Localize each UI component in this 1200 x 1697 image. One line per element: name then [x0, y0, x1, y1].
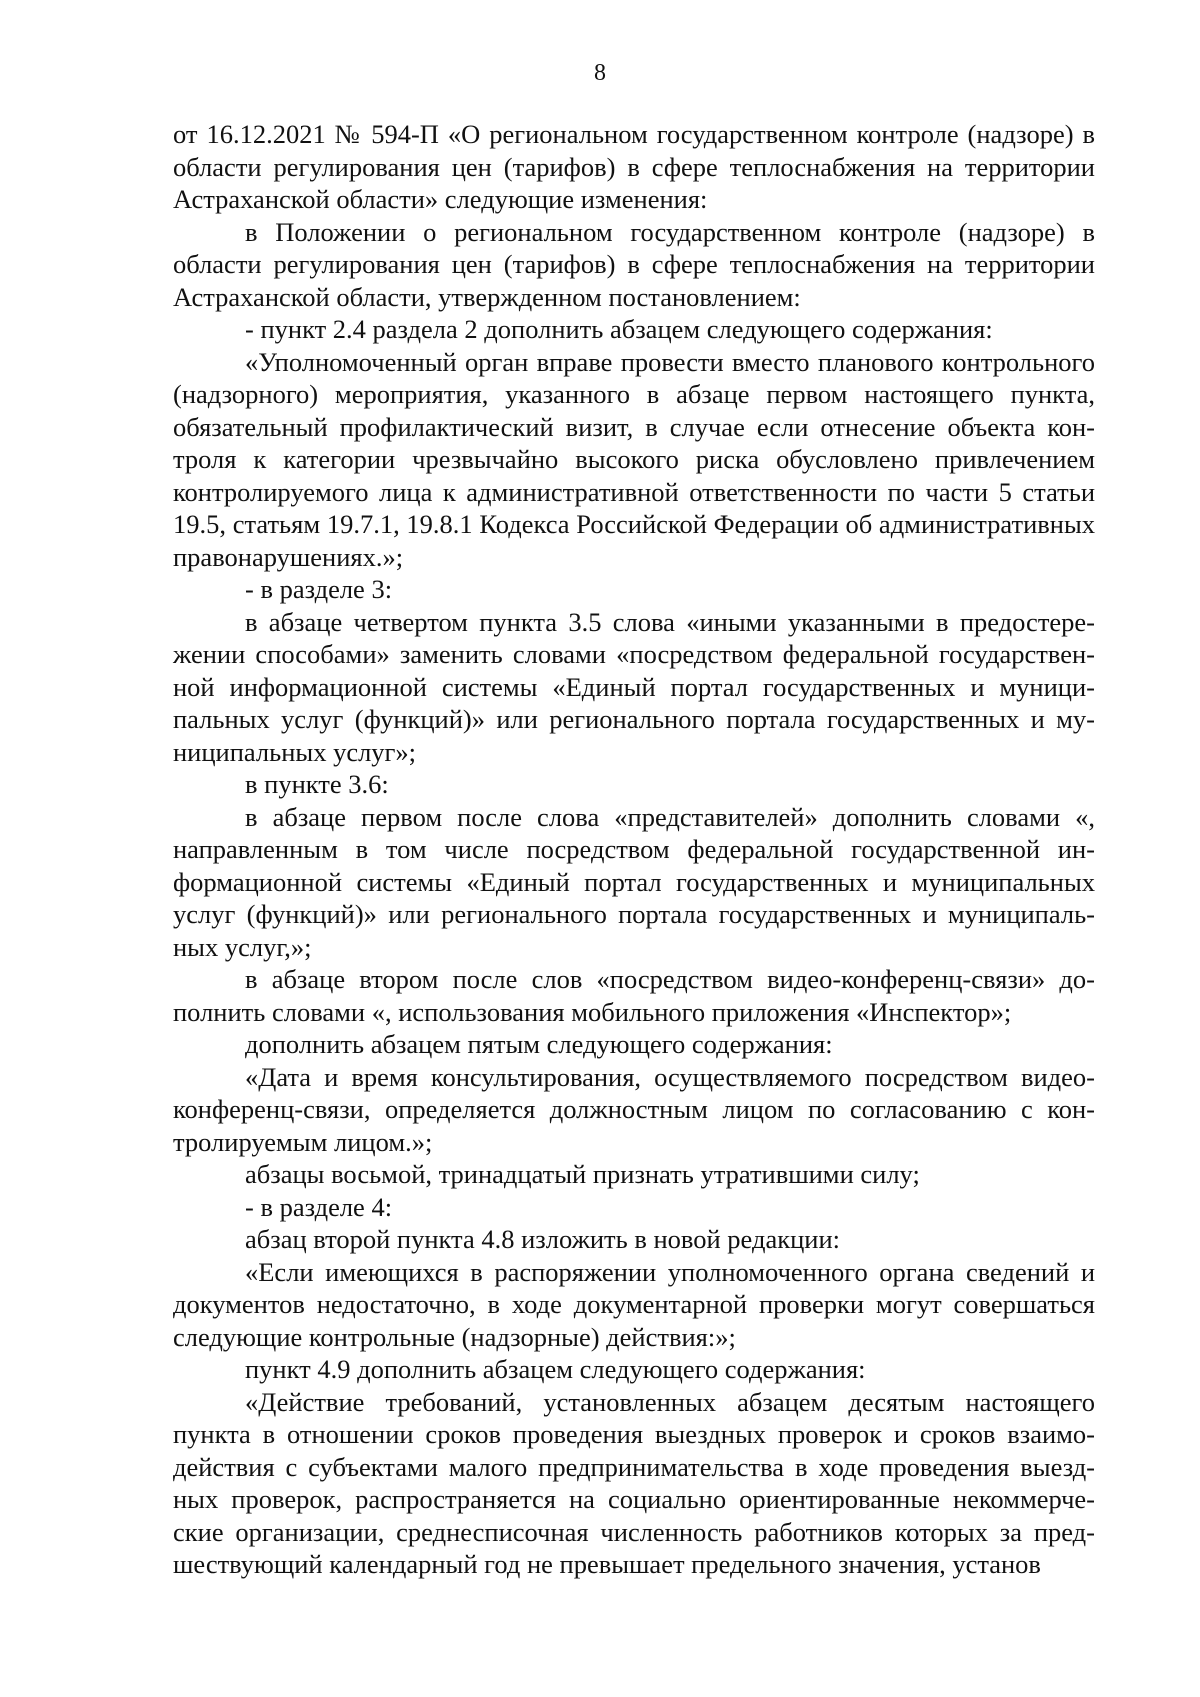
paragraph: «Действие требований, установленных абзацем десятым настоящего пункта в отношении сроков проведения выездных проверок и сроков взаимодействия с субъектами малого предпринимательства в ходе проведения выездных проверок, распространяется на социально ориентированные некоммерческие организации, среднесписочная численность работников которых за предшествующий календарный год не превышает предельного значения, установ [173, 1386, 1095, 1579]
paragraph: абзацы восьмой, тринадцатый признать утратившими силу; [245, 1159, 920, 1189]
paragraph: в абзаце первом после слова «представителей» дополнить словами «, направленным в том числе посредством федеральной государственной информационной системы «Единый портал государственных и муниципальных услуг (функций)» или регионального портала государственных и муниципальных услуг,»; [173, 801, 1095, 962]
paragraph: - в разделе 4: [245, 1191, 393, 1222]
paragraph: «Если имеющихся в распоряжении уполномоченного органа сведений и документов недостаточно, в ходе документарной проверки могут совершаться следующие контрольные (надзорные) действия:»; [173, 1256, 1095, 1352]
paragraph: в абзаце четвертом пункта 3.5 слова «иными указанными в предостережении способами» заменить словами «посредством федеральной государственной информационной системы «Единый портал государственных и муниципальных услуг (функций)» или регионального портала государственных и муниципальных услуг»; [173, 606, 1095, 767]
paragraph: абзац второй пункта 4.8 изложить в новой редакции: [245, 1224, 840, 1254]
paragraph: в Положении о региональном государственном контроле (надзоре) в области регулирования цен (тарифов) в сфере теплоснабжения на территории Астраханской области, утвержденном постановлением: [173, 216, 1095, 312]
paragraph: «Дата и время консультирования, осуществляемого посредством видеоконференц-связи, определяется должностным лицом по согласованию с контролируемым лицом.»; [173, 1061, 1095, 1157]
paragraph: пункт 4.9 дополнить абзацем следующего содержания: [245, 1354, 866, 1384]
page-number: 8 [594, 60, 606, 86]
paragraph: - в разделе 3: [245, 574, 393, 604]
paragraph: от 16.12.2021 № 594-П «О региональном государственном контроле (надзоре) в области регулирования цен (тарифов) в сфере теплоснабжения на территории Астраханской области» следующие изменения: [173, 119, 1095, 214]
document-body [173, 118, 1095, 1581]
paragraph: в абзаце втором после слов «посредством видео-конференц-связи» дополнить словами «, использования мобильного приложения «Инспектор»; [173, 964, 1095, 1027]
paragraph: - пункт 2.4 раздела 2 дополнить абзацем следующего содержания: [245, 314, 993, 344]
paragraph: в пункте 3.6: [245, 769, 389, 799]
paragraph: «Уполномоченный орган вправе провести вместо планового контрольного (надзорного) мероприятия, указанного в абзаце первом настоящего пункта, обязательный профилактический визит, в случае если отнесение объекта контроля к категории чрезвычайно высокого риска обусловлено привлечением контролируемого лица к административной ответственности по части 5 статьи 19.5, статьям 19.7.1, 19.8.1 Кодекса Российской Федерации об административных правонарушениях.»; [173, 346, 1095, 572]
paragraph: дополнить абзацем пятым следующего содержания: [245, 1029, 833, 1059]
